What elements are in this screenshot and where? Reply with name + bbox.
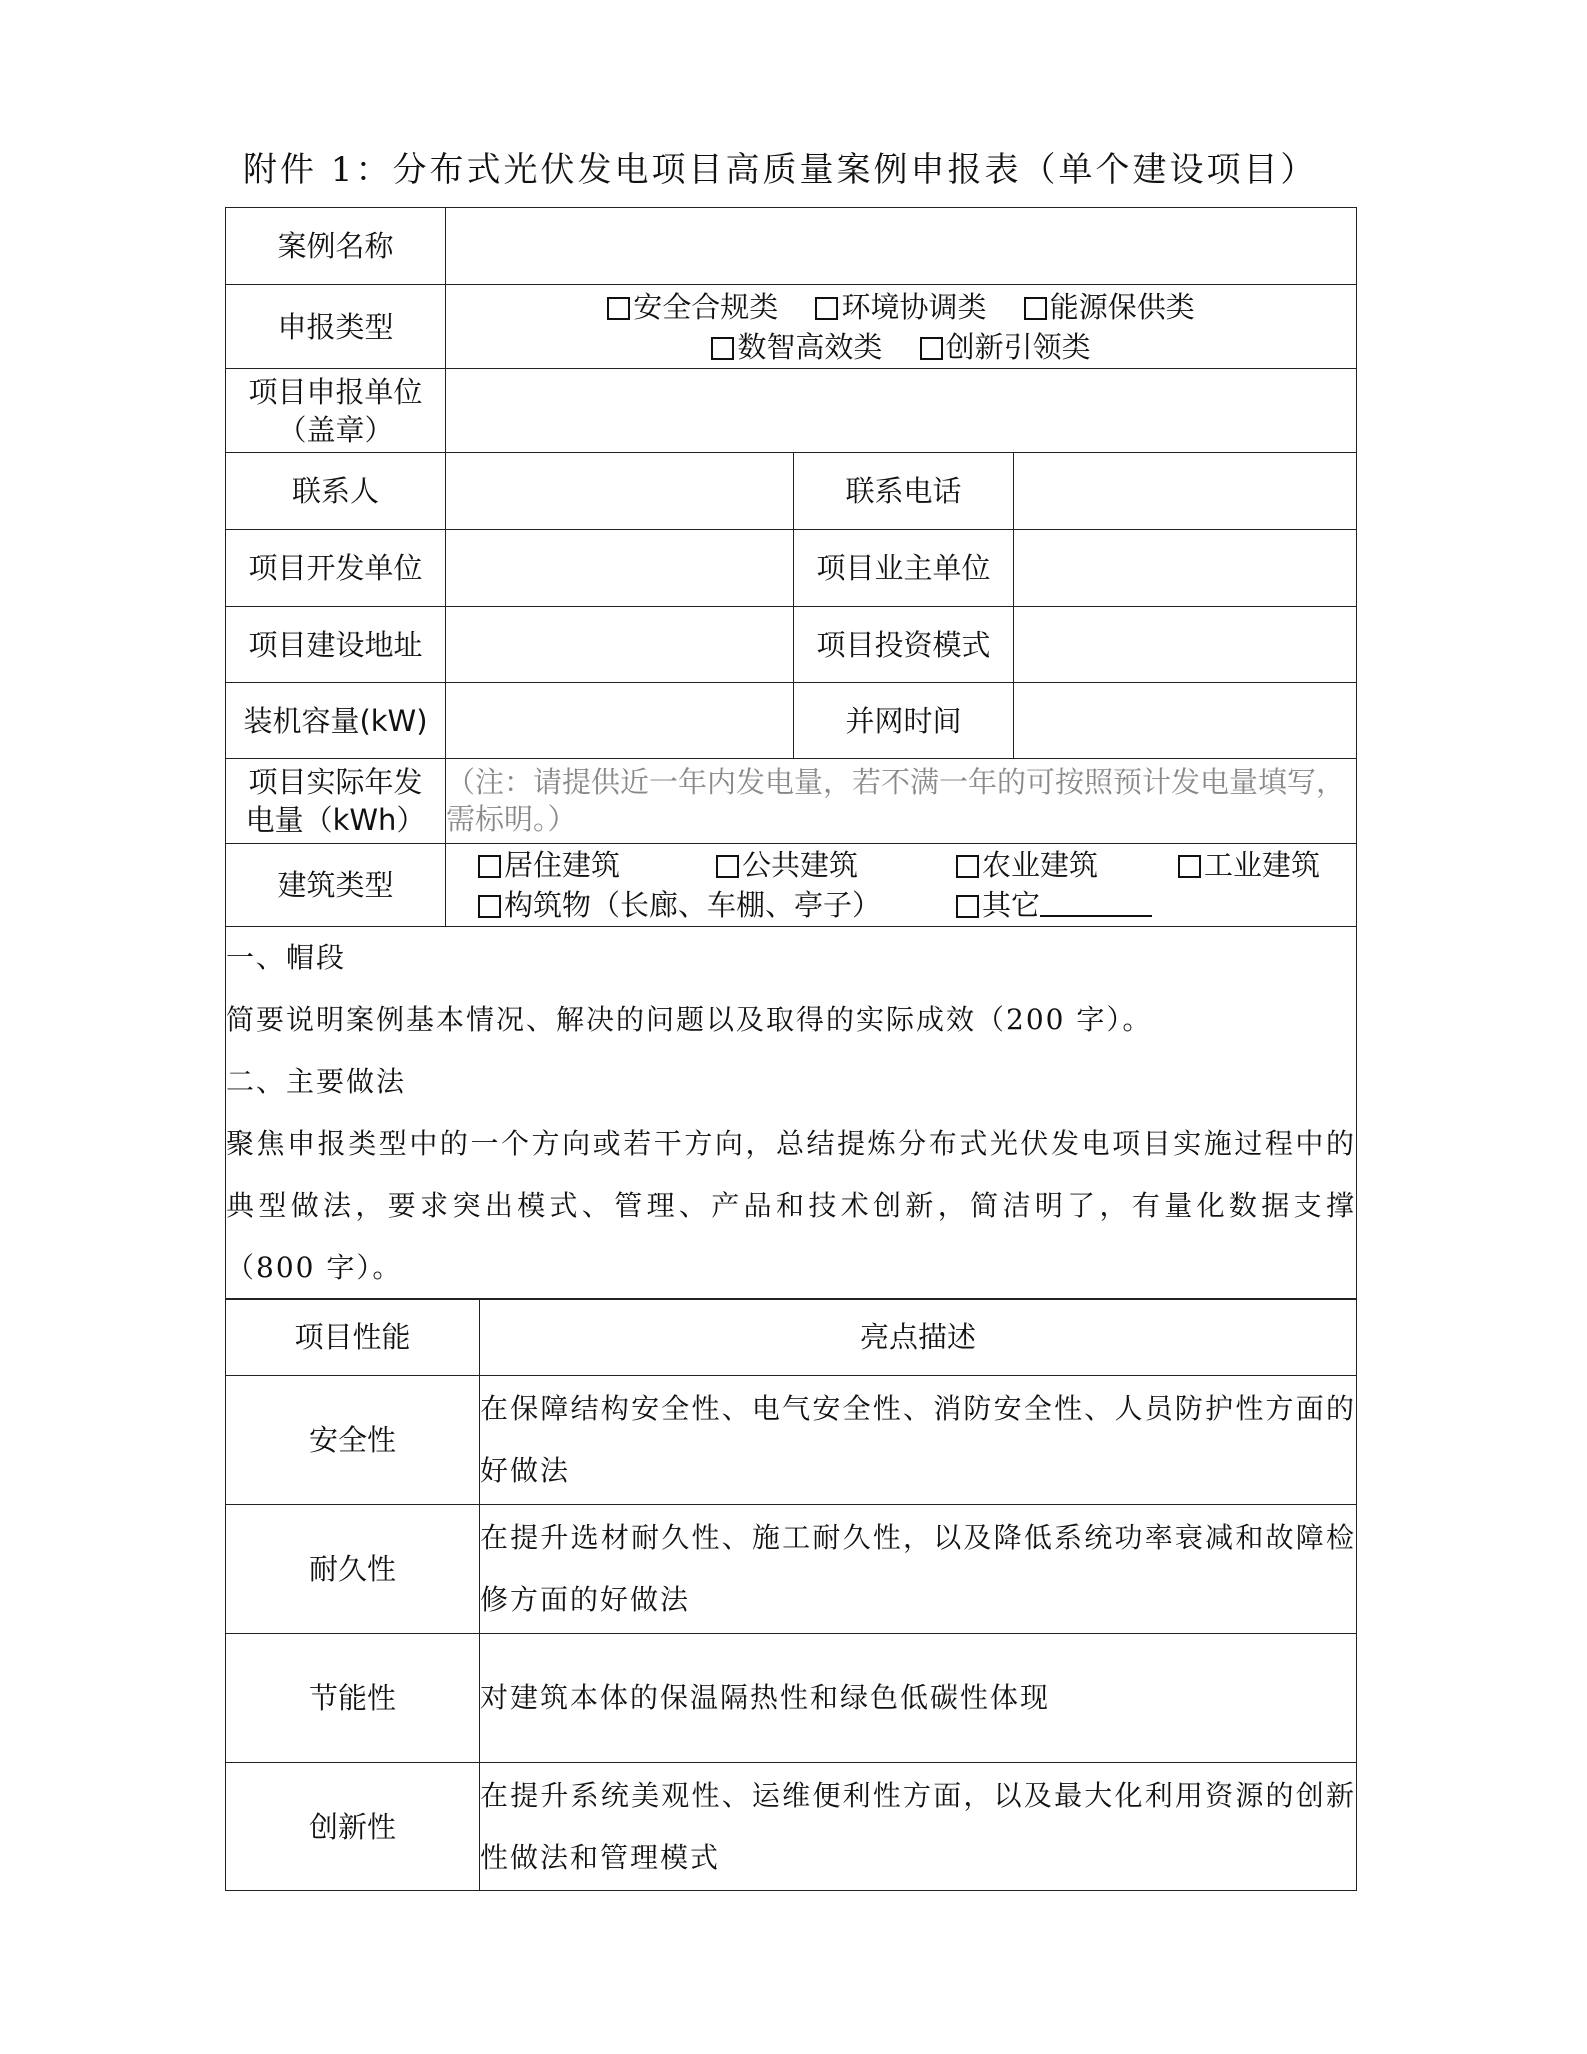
other-fill-line[interactable] xyxy=(1040,915,1152,917)
checkbox-icon[interactable] xyxy=(1024,297,1047,320)
building-option-label: 公共建筑 xyxy=(742,848,859,882)
highlight-row-innovation xyxy=(226,1763,1357,1891)
performance-name: 节能性 xyxy=(226,1634,480,1763)
row-address xyxy=(226,607,1357,683)
section2-text: 聚焦申报类型中的一个方向或若干方向，总结提炼分布式光伏发电项目实施过程中的典型做法，要求突出模式、管理、产品和技术创新，简洁明了，有量化数据支撑（800 字）。 xyxy=(226,1127,1356,1284)
declare-type-label: 申报类型 xyxy=(226,285,446,369)
section1-text: 简要说明案例基本情况、解决的问题以及取得的实际成效（200 字）。 xyxy=(226,1003,1153,1036)
performance-header: 项目性能 xyxy=(226,1299,480,1376)
checkbox-icon[interactable] xyxy=(716,855,739,878)
case-name-label: 案例名称 xyxy=(226,208,446,285)
applicant-unit-label xyxy=(226,369,446,453)
building-option-structure[interactable] xyxy=(478,885,956,925)
building-option-other[interactable] xyxy=(956,885,1152,925)
highlight-description[interactable]: 在提升系统美观性、运维便利性方面，以及最大化利用资源的创新性做法和管理模式 xyxy=(480,1763,1357,1891)
description-block xyxy=(226,927,1357,1300)
declare-option-digital[interactable] xyxy=(711,327,882,367)
applicant-unit-field[interactable] xyxy=(446,369,1357,453)
building-option-industrial[interactable] xyxy=(1178,845,1320,885)
owner-field[interactable] xyxy=(1014,530,1357,607)
checkbox-icon[interactable] xyxy=(1178,855,1201,878)
highlight-description[interactable]: 在提升选材耐久性、施工耐久性，以及降低系统功率衰减和故障检修方面的好做法 xyxy=(480,1505,1357,1634)
row-applicant-unit xyxy=(226,369,1357,453)
declare-option-environment[interactable] xyxy=(815,287,986,327)
case-name-field[interactable] xyxy=(446,208,1357,285)
applicant-unit-label-line2: （盖章） xyxy=(277,412,394,447)
section2-heading: 二、主要做法 xyxy=(226,1065,407,1098)
declare-type-options xyxy=(446,285,1357,369)
owner-label: 项目业主单位 xyxy=(794,530,1014,607)
declare-option-label: 数智高效类 xyxy=(737,329,883,364)
performance-name: 创新性 xyxy=(226,1763,480,1891)
row-declare-type xyxy=(226,285,1357,369)
checkbox-icon[interactable] xyxy=(956,855,979,878)
application-form-table xyxy=(225,207,1357,1300)
declare-option-label: 环境协调类 xyxy=(841,289,987,324)
row-case-name xyxy=(226,208,1357,285)
grid-time-label: 并网时间 xyxy=(794,683,1014,759)
declare-option-label: 创新引领类 xyxy=(945,329,1091,364)
contact-label: 联系人 xyxy=(226,453,446,530)
highlights-header-row xyxy=(226,1299,1357,1376)
applicant-unit-label-line1: 项目申报单位 xyxy=(248,374,423,409)
address-label: 项目建设地址 xyxy=(226,607,446,683)
row-capacity xyxy=(226,683,1357,759)
checkbox-icon[interactable] xyxy=(711,337,734,360)
row-contact xyxy=(226,453,1357,530)
highlight-description[interactable]: 对建筑本体的保温隔热性和绿色低碳性体现 xyxy=(480,1634,1357,1763)
annual-gen-note[interactable]: （注：请提供近一年内发电量，若不满一年的可按照预计发电量填写，需标明。） xyxy=(446,759,1357,844)
annual-gen-label xyxy=(226,759,446,844)
checkbox-icon[interactable] xyxy=(607,297,630,320)
row-description xyxy=(226,927,1357,1300)
building-option-label: 农业建筑 xyxy=(982,848,1099,882)
investment-field[interactable] xyxy=(1014,607,1357,683)
declare-option-safety[interactable] xyxy=(607,287,778,327)
highlight-row-safety xyxy=(226,1376,1357,1505)
checkbox-icon[interactable] xyxy=(956,895,979,918)
investment-label: 项目投资模式 xyxy=(794,607,1014,683)
highlight-description[interactable]: 在保障结构安全性、电气安全性、消防安全性、人员防护性方面的好做法 xyxy=(480,1376,1357,1505)
declare-option-label: 安全合规类 xyxy=(633,289,779,324)
building-type-label: 建筑类型 xyxy=(226,844,446,927)
annual-gen-label-line2: 电量（kWh） xyxy=(245,803,426,837)
checkbox-icon[interactable] xyxy=(920,337,943,360)
page-title: 附件 1：分布式光伏发电项目高质量案例申报表（单个建设项目） xyxy=(243,150,1318,190)
row-annual-generation xyxy=(226,759,1357,844)
checkbox-icon[interactable] xyxy=(815,297,838,320)
checkbox-icon[interactable] xyxy=(478,895,501,918)
building-option-label: 居住建筑 xyxy=(504,848,621,882)
building-option-label: 工业建筑 xyxy=(1204,848,1321,882)
declare-option-innovation[interactable] xyxy=(920,327,1091,367)
developer-field[interactable] xyxy=(446,530,794,607)
row-building-type xyxy=(226,844,1357,927)
annual-gen-label-line1: 项目实际年发 xyxy=(248,765,423,799)
building-option-label: 其它 xyxy=(982,888,1041,922)
phone-label: 联系电话 xyxy=(794,453,1014,530)
building-type-options xyxy=(446,844,1357,927)
building-option-public[interactable] xyxy=(716,845,956,885)
declare-option-energy[interactable] xyxy=(1024,287,1195,327)
section1-heading: 一、帽段 xyxy=(226,941,347,974)
grid-time-field[interactable] xyxy=(1014,683,1357,759)
building-option-residential[interactable] xyxy=(478,845,716,885)
phone-field[interactable] xyxy=(1014,453,1357,530)
contact-field[interactable] xyxy=(446,453,794,530)
capacity-label: 装机容量(kW) xyxy=(226,683,446,759)
building-option-label: 构筑物（长廊、车棚、亭子） xyxy=(504,888,882,922)
highlights-table xyxy=(225,1298,1357,1891)
performance-name: 安全性 xyxy=(226,1376,480,1505)
declare-option-label: 能源保供类 xyxy=(1049,289,1195,324)
address-field[interactable] xyxy=(446,607,794,683)
highlight-row-durability xyxy=(226,1505,1357,1634)
building-option-agricultural[interactable] xyxy=(956,845,1178,885)
performance-name: 耐久性 xyxy=(226,1505,480,1634)
row-developer xyxy=(226,530,1357,607)
developer-label: 项目开发单位 xyxy=(226,530,446,607)
capacity-field[interactable] xyxy=(446,683,794,759)
description-header: 亮点描述 xyxy=(480,1299,1357,1376)
highlight-row-energy-saving xyxy=(226,1634,1357,1763)
checkbox-icon[interactable] xyxy=(478,855,501,878)
